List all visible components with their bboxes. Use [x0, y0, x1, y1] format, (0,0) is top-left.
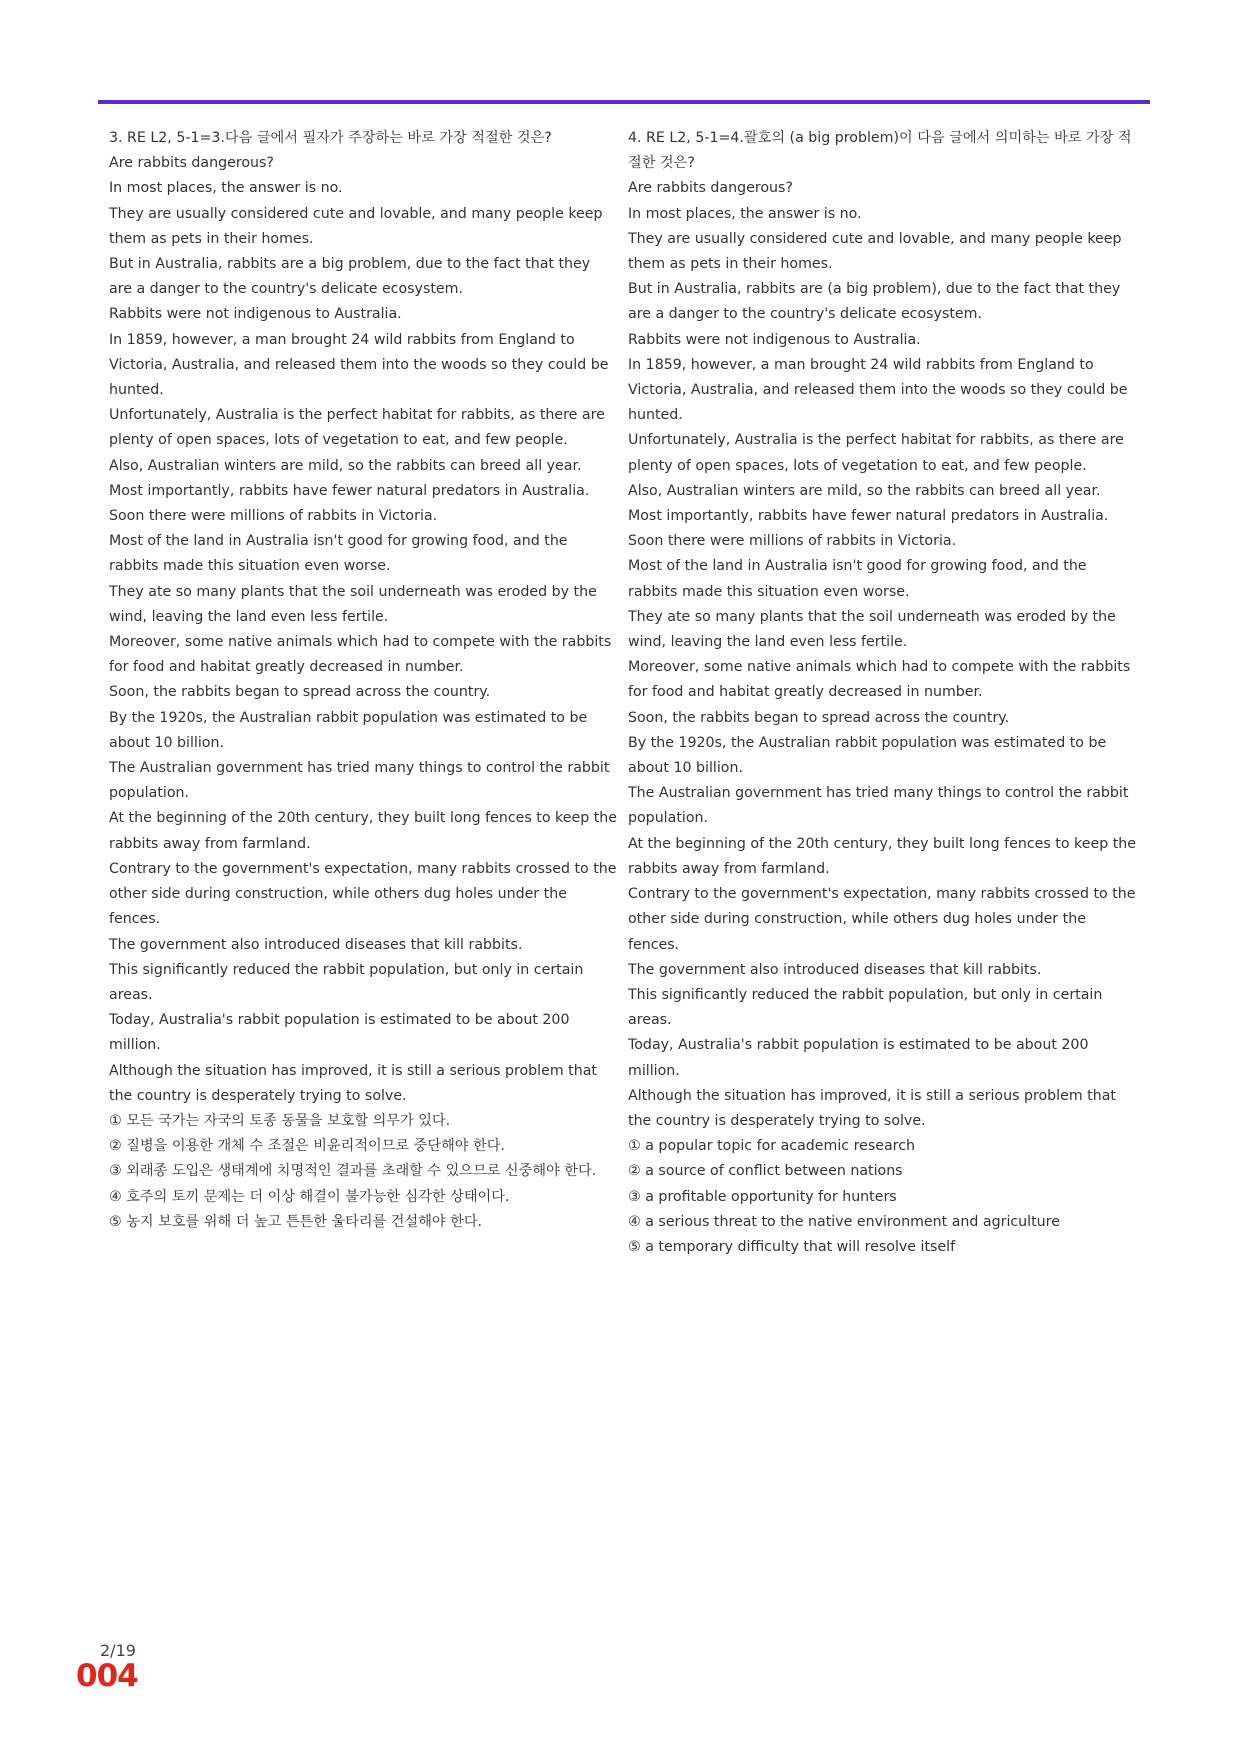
q4-sentence: Soon there were millions of rabbits in Victoria.	[628, 533, 957, 550]
q4-sentence: Contrary to the government's expectation, many rabbits crossed to the other side during construction, while others dug holes under the fences.	[628, 886, 1136, 953]
q3-choice: ③ 외래종 도입은 생태계에 치명적인 결과를 초래할 수 있으므로 신중해야 한다.	[109, 1163, 597, 1180]
question-3-column	[109, 126, 617, 1235]
q3-sentence: Moreover, some native animals which had to compete with the rabbits for food and habitat greatly decreased in number.	[109, 634, 612, 676]
q4-sentence: Are rabbits dangerous?	[628, 180, 793, 197]
q4-choice: ③ a profitable opportunity for hunters	[628, 1188, 897, 1205]
q3-choice: ① 모든 국가는 자국의 토종 동물을 보호할 의무가 있다.	[109, 1112, 451, 1129]
q3-sentence: Soon there were millions of rabbits in Victoria.	[109, 508, 438, 525]
q3-prompt: 3. RE L2, 5-1=3.다음 글에서 필자가 주장하는 바로 가장 적절한 것은?	[109, 130, 552, 146]
q3-sentence: The government also introduced diseases that kill rabbits.	[109, 936, 523, 953]
q4-choice: ④ a serious threat to the native environment and agriculture	[628, 1213, 1060, 1230]
q3-sentence: This significantly reduced the rabbit population, but only in certain areas.	[109, 961, 584, 1003]
q3-sentence: Although the situation has improved, it is still a serious problem that the country is desperately trying to solve.	[109, 1062, 597, 1104]
q4-sentence: Most of the land in Australia isn't good for growing food, and the rabbits made this situation even worse.	[628, 558, 1087, 600]
q4-sentence: Rabbits were not indigenous to Australia.	[628, 331, 921, 348]
q3-sentence: Soon, the rabbits began to spread across the country.	[109, 684, 491, 701]
q4-sentence: At the beginning of the 20th century, they built long fences to keep the rabbits away from farmland.	[628, 835, 1136, 877]
q3-sentence: In most places, the answer is no.	[109, 180, 343, 197]
q3-sentence: Contrary to the government's expectation, many rabbits crossed to the other side during construction, while others dug holes under the fences.	[109, 860, 617, 928]
q3-sentence: Are rabbits dangerous?	[109, 155, 274, 172]
q4-choice: ⑤ a temporary difficulty that will resolve itself	[628, 1238, 956, 1255]
q3-sentence: Most importantly, rabbits have fewer natural predators in Australia.	[109, 482, 590, 499]
q4-sentence: Although the situation has improved, it is still a serious problem that the country is desperately trying to solve.	[628, 1087, 1116, 1129]
q3-sentence: At the beginning of the 20th century, they built long fences to keep the rabbits away from farmland.	[109, 810, 617, 852]
q3-sentence: In 1859, however, a man brought 24 wild rabbits from England to Victoria, Australia, and released them into the woods so they could be hunted.	[109, 331, 609, 399]
q3-sentence: Most of the land in Australia isn't good for growing food, and the rabbits made this situation even worse.	[109, 533, 568, 575]
q4-sentence: The government also introduced diseases that kill rabbits.	[628, 961, 1042, 978]
q3-sentence: Today, Australia's rabbit population is estimated to be about 200 million.	[109, 1012, 570, 1054]
q3-choice: ⑤ 농지 보호를 위해 더 높고 튼튼한 울타리를 건설해야 한다.	[109, 1213, 483, 1230]
q3-sentence: Also, Australian winters are mild, so the rabbits can breed all year.	[109, 457, 582, 474]
q4-sentence: They are usually considered cute and lovable, and many people keep them as pets in their homes.	[628, 230, 1122, 273]
q4-sentence: By the 1920s, the Australian rabbit population was estimated to be about 10 billion.	[628, 734, 1107, 777]
q3-sentence: By the 1920s, the Australian rabbit population was estimated to be about 10 billion.	[109, 709, 588, 751]
q3-sentence: Unfortunately, Australia is the perfect habitat for rabbits, as there are plenty of open spaces, lots of vegetation to eat, and few people.	[109, 407, 605, 449]
q4-prompt: 4. RE L2, 5-1=4.괄호의 (a big problem)이 다음 글에서 의미하는 바로 가장 적절한 것은?	[628, 130, 1132, 172]
q3-choice: ② 질병을 이용한 개체 수 조절은 비윤리적이므로 중단해야 한다.	[109, 1138, 505, 1155]
q4-sentence: They ate so many plants that the soil underneath was eroded by the wind, leaving the land even less fertile.	[628, 608, 1116, 651]
q3-sentence: They ate so many plants that the soil underneath was eroded by the wind, leaving the land even less fertile.	[109, 583, 597, 625]
q4-sentence: Soon, the rabbits began to spread across the country.	[628, 709, 1010, 726]
q3-sentence: Rabbits were not indigenous to Australia.	[109, 306, 402, 323]
document-number: 004	[76, 1658, 138, 1694]
page-indicator: 2/19	[100, 1641, 136, 1660]
q4-sentence: In most places, the answer is no.	[628, 205, 862, 222]
question-4-column	[628, 126, 1136, 1260]
q4-choice: ② a source of conflict between nations	[628, 1163, 903, 1180]
q3-sentence: The Australian government has tried many things to control the rabbit population.	[109, 760, 610, 802]
q3-sentence: But in Australia, rabbits are a big problem, due to the fact that they are a danger to the country's delicate ecosystem.	[109, 256, 591, 298]
q4-sentence: This significantly reduced the rabbit population, but only in certain areas.	[628, 986, 1103, 1029]
q4-choice: ① a popular topic for academic research	[628, 1138, 915, 1155]
q3-sentence: They are usually considered cute and lovable, and many people keep them as pets in their homes.	[109, 205, 603, 247]
header-rule	[98, 100, 1150, 104]
q4-sentence: Also, Australian winters are mild, so the rabbits can breed all year.	[628, 482, 1101, 499]
q4-sentence: The Australian government has tried many things to control the rabbit population.	[628, 785, 1129, 827]
q4-sentence: Today, Australia's rabbit population is estimated to be about 200 million.	[628, 1037, 1089, 1079]
q3-choice: ④ 호주의 토끼 문제는 더 이상 해결이 불가능한 심각한 상태이다.	[109, 1188, 510, 1205]
q4-sentence: But in Australia, rabbits are (a big problem), due to the fact that they are a danger to the country's delicate ecosystem.	[628, 281, 1121, 323]
q4-sentence: Most importantly, rabbits have fewer natural predators in Australia.	[628, 508, 1109, 525]
q4-sentence: In 1859, however, a man brought 24 wild rabbits from England to Victoria, Australia, and released them into the woods so they could be hunted.	[628, 356, 1128, 424]
q4-sentence: Moreover, some native animals which had to compete with the rabbits for food and habitat greatly decreased in number.	[628, 659, 1131, 701]
q4-sentence: Unfortunately, Australia is the perfect habitat for rabbits, as there are plenty of open spaces, lots of vegetation to eat, and few people.	[628, 432, 1124, 474]
